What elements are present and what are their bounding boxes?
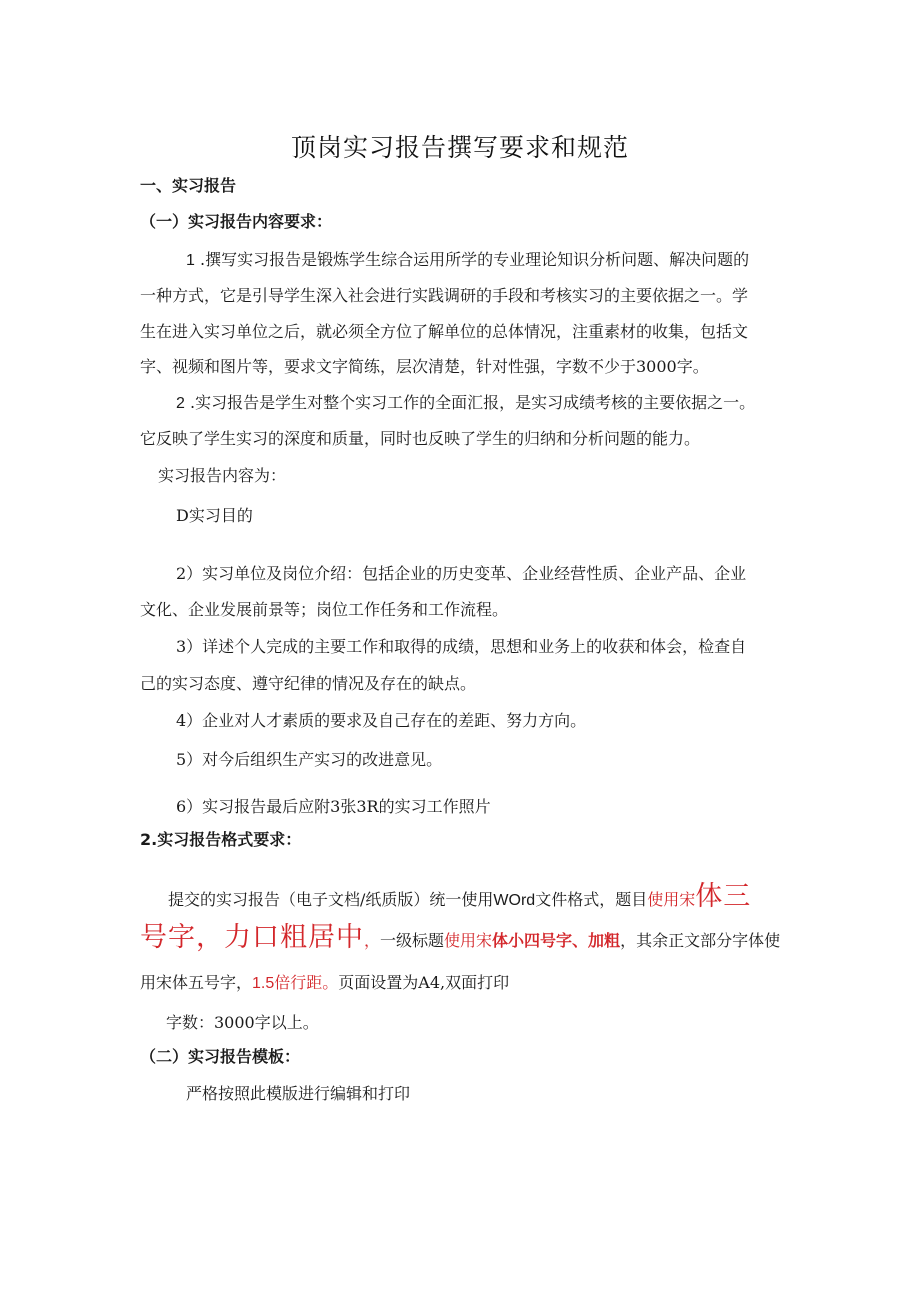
content-intro: 实习报告内容为： <box>158 466 287 485</box>
item1-line3: 生在进入实习单位之后，就必须全方位了解单位的总体情况，注重素材的收集，包括文 <box>140 322 749 341</box>
format-text-a: 提交的实习报告（电子文档/纸质版）统一使用 <box>168 890 494 909</box>
format-red-small-2: 使用宋 <box>444 931 493 950</box>
content-item-3-line2: 己的实习态度、遵守纪律的情况及存在的缺点。 <box>140 674 477 693</box>
format-red-comma: ， <box>364 931 381 950</box>
item1-line1 <box>186 250 749 271</box>
content-item-2-line1: 2）实习单位及岗位介绍：包括企业的历史变革、企业经营性质、企业产品、企业 <box>176 564 747 583</box>
format-text-d: ，其余正文部分字体使 <box>620 931 781 950</box>
template-instruction: 严格按照此模版进行编辑和打印 <box>186 1084 411 1103</box>
content-item-1: D实习目的 <box>176 506 253 525</box>
format-heading: 2.实习报告格式要求： <box>140 830 302 849</box>
format-para-line1 <box>168 881 752 914</box>
format-para-line2 <box>140 922 780 957</box>
format-para-line3 <box>140 973 509 994</box>
item2-number: 2 <box>176 395 185 412</box>
item1-text1: .撰写实习报告是锻炼学生综合运用所学的专业理论知识分析问题、解决问题的 <box>200 250 750 269</box>
item1-number: 1 <box>186 252 195 269</box>
content-item-5: 5）对今后组织生产实习的改进意见。 <box>176 750 443 769</box>
content-item-4: 4）企业对人才素质的要求及自己存在的差距、努力方向。 <box>176 711 587 730</box>
item1-line4: 字、视频和图片等，要求文字简练，层次清楚，针对性强，字数不少于3000字。 <box>140 357 709 376</box>
subsection-heading-content: （一）实习报告内容要求： <box>140 212 333 231</box>
section-heading-report: 一、实习报告 <box>140 176 237 195</box>
format-red-bold: 体小四号字、加粗 <box>492 931 621 950</box>
item2-text1: .实习报告是学生对整个实习工作的全面汇报，是实习成绩考核的主要依据之一。 <box>190 393 756 412</box>
subsection-heading-template: （二）实习报告模板： <box>140 1047 301 1066</box>
format-red-big-2: 号字，力口粗居中 <box>140 922 364 953</box>
document-title: 顶岗实习报告撰写要求和规范 <box>290 133 629 162</box>
format-red-small-1: 使用宋 <box>647 890 696 909</box>
item2-line1 <box>176 393 755 414</box>
format-text-f: 页面设置为A4,双面打印 <box>338 973 510 992</box>
format-red-line-spacing: 1.5倍行距。 <box>252 975 339 992</box>
content-item-6: 6）实习报告最后应附3张3R的实习工作照片 <box>176 797 491 816</box>
item2-line2: 它反映了学生实习的深度和质量，同时也反映了学生的归纳和分析问题的能力。 <box>140 429 701 448</box>
item1-line2: 一种方式，它是引导学生深入社会进行实践调研的手段和考核实习的主要依据之一。学 <box>140 286 749 305</box>
content-item-2-line2: 文化、企业发展前景等；岗位工作任务和工作流程。 <box>140 600 509 619</box>
format-text-c: 一级标题 <box>380 931 445 950</box>
format-text-b: 文件格式，题目 <box>535 890 648 909</box>
format-red-big-1: 体三 <box>695 881 752 912</box>
content-item-3-line1: 3）详述个人完成的主要工作和取得的成绩，思想和业务上的收获和体会，检查自 <box>176 637 747 656</box>
word-count: 字数：3000字以上。 <box>166 1013 319 1032</box>
format-text-e: 用宋体五号字， <box>140 973 253 992</box>
format-word: WOrd <box>493 892 536 909</box>
